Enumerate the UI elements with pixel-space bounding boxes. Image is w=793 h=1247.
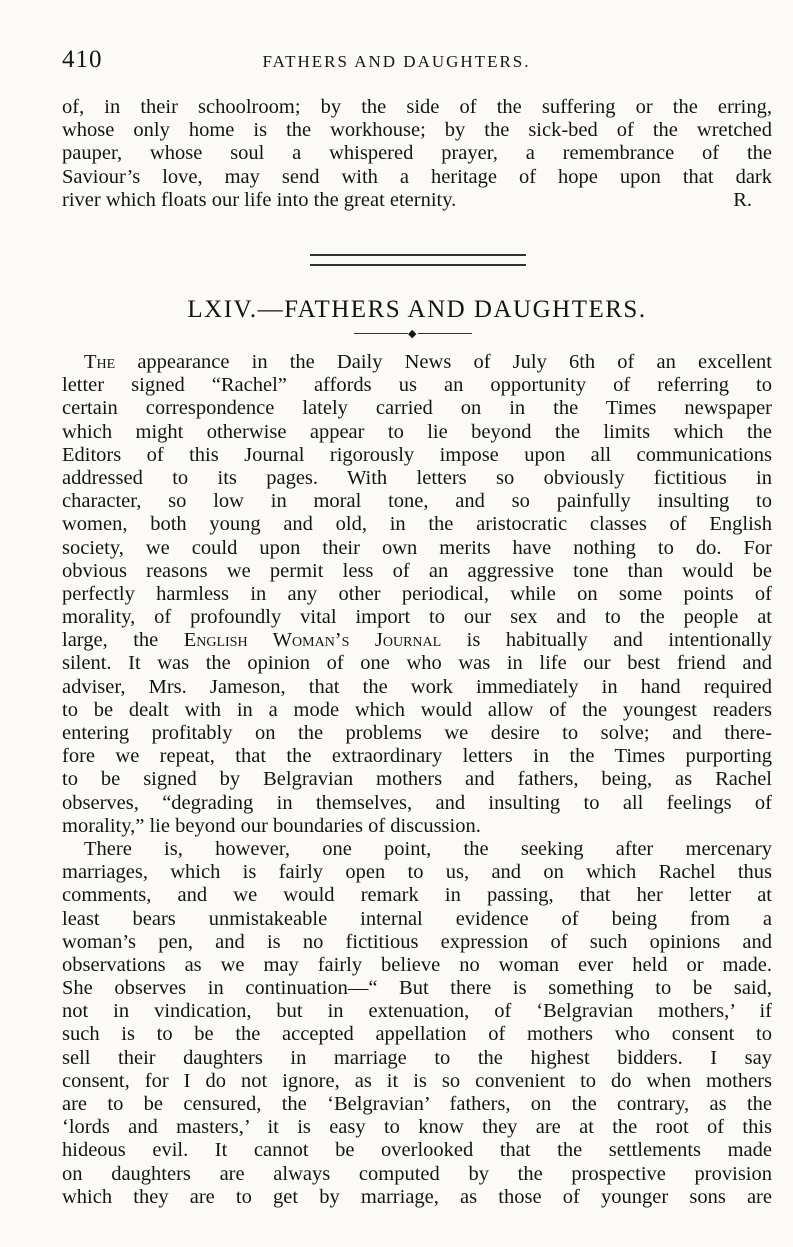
text-line: comments, and we would remark in passing, that her letter at [62,884,772,907]
paragraph [62,838,772,1209]
page-number: 410 [62,46,103,73]
diamond-ornament-icon: ◆ [408,328,417,340]
text-line: least bears unmistakeable internal evidence of being from a [62,907,772,930]
text-line: She observes in continuation—“ But there is something to be said, [62,977,772,1000]
text-line: whose only home is the workhouse; by the sick-bed of the wretched [62,119,772,142]
text-line: adviser, Mrs. Jameson, that the work immediately in hand required [62,675,772,698]
text-line: woman’s pen, and is no fictitious expression of such opinions and [62,930,772,953]
text-line: silent. It was the opinion of one who was in life our best friend and [62,652,772,675]
text-line: sell their daughters in marriage to the highest bidders. I say [62,1046,772,1069]
text-line: society, we could upon their own merits have nothing to do. For [62,536,772,559]
text-line: are to be censured, the ‘Belgravian’ fathers, on the contrary, as the [62,1093,772,1115]
text-line: morality, of profoundly vital import to our sex and to the people at [62,606,772,629]
text-line: There is, however, one point, the seeking after mercenary [84,837,772,860]
text-line: on daughters are always computed by the prospective provision [62,1162,772,1185]
article-title: LXIV.—FATHERS AND DAUGHTERS. [187,296,647,323]
text-line: ‘lords and masters,’ it is easy to know they are at the root of this [62,1116,772,1139]
paragraph [62,351,772,838]
italic-text: Times [605,397,657,420]
text-line: letter signed “Rachel” affords us an opportunity of referring to [62,374,772,397]
text-line: marriages, which is fairly open to us, and on which Rachel thus [62,861,772,884]
italic-text: her [636,884,663,907]
text-line: hideous evil. It cannot be overlooked that the settlements made [62,1139,772,1162]
text-line: morality,” lie beyond our boundaries of discussion. [62,814,481,837]
italic-text: Times [614,745,666,768]
text-line: to be signed by Belgravian mothers and fathers, being, as Rachel [62,768,772,791]
text-line: Saviour’s love, may send with a heritage of hope upon that dark [62,165,772,188]
text-line: character, so low in moral tone, and so painfully insulting to [62,490,772,513]
text-line: such is to be the accepted appellation of mothers who consent to [62,1023,772,1046]
title-ornament [0,327,793,341]
author-signature: R. [733,188,752,211]
text-line: fore we repeat, that the extraordinary letters in the Times purporting [62,745,772,768]
text-line: observes, “degrading in themselves, and insulting to all feelings of [62,791,772,814]
text-line: addressed to its pages. With letters so obviously fictitious in [62,466,772,489]
text-line: perfectly harmless in any other periodical, while on some points of [62,582,772,605]
italic-text: Daily News [336,351,452,373]
text-line: women, both young and old, in the aristocratic classes of English [62,513,772,536]
small-caps-text: English Woman’s Journal [183,629,442,652]
article-body [62,351,772,1209]
text-line: consent, for I do not ignore, as it is so convenient to do when mothers [62,1069,772,1092]
text-line: of, in their schoolroom; by the side of the suffering or the erring, [62,96,772,118]
text-line: entering profitably on the problems we desire to solve; and there- [62,722,772,744]
text-line: pauper, whose soul a whispered prayer, a remembrance of the [62,142,772,165]
text-line: certain correspondence lately carried on in the Times newspaper [62,397,772,420]
section-divider [310,254,526,266]
text-line: The appearance in the Daily News of July 6th of an excellent [84,351,772,373]
text-line: Editors of this Journal rigorously impose upon all communications [62,443,772,466]
text-line: observations as we may fairly believe no woman ever held or made. [62,953,772,976]
text-line: which might otherwise appear to lie beyond the limits which the [62,420,772,443]
running-head [62,46,731,74]
previous-article-ending [62,96,772,212]
text-line: large, the English Woman’s Journal is habitually and intentionally [62,629,772,652]
running-title: FATHERS AND DAUGHTERS. [262,52,531,71]
text-line: to be dealt with in a mode which would allow of the youngest readers [62,698,772,721]
text-line: not in vindication, but in extenuation, of ‘Belgravian mothers,’ if [62,1000,772,1023]
text-line: obvious reasons we permit less of an aggressive tone than would be [62,559,772,582]
text-line: which they are to get by marriage, as those of younger sons are [62,1185,772,1208]
small-caps-text: The [84,351,116,373]
text-line: river which floats our life into the great eternity. R. [62,188,752,211]
